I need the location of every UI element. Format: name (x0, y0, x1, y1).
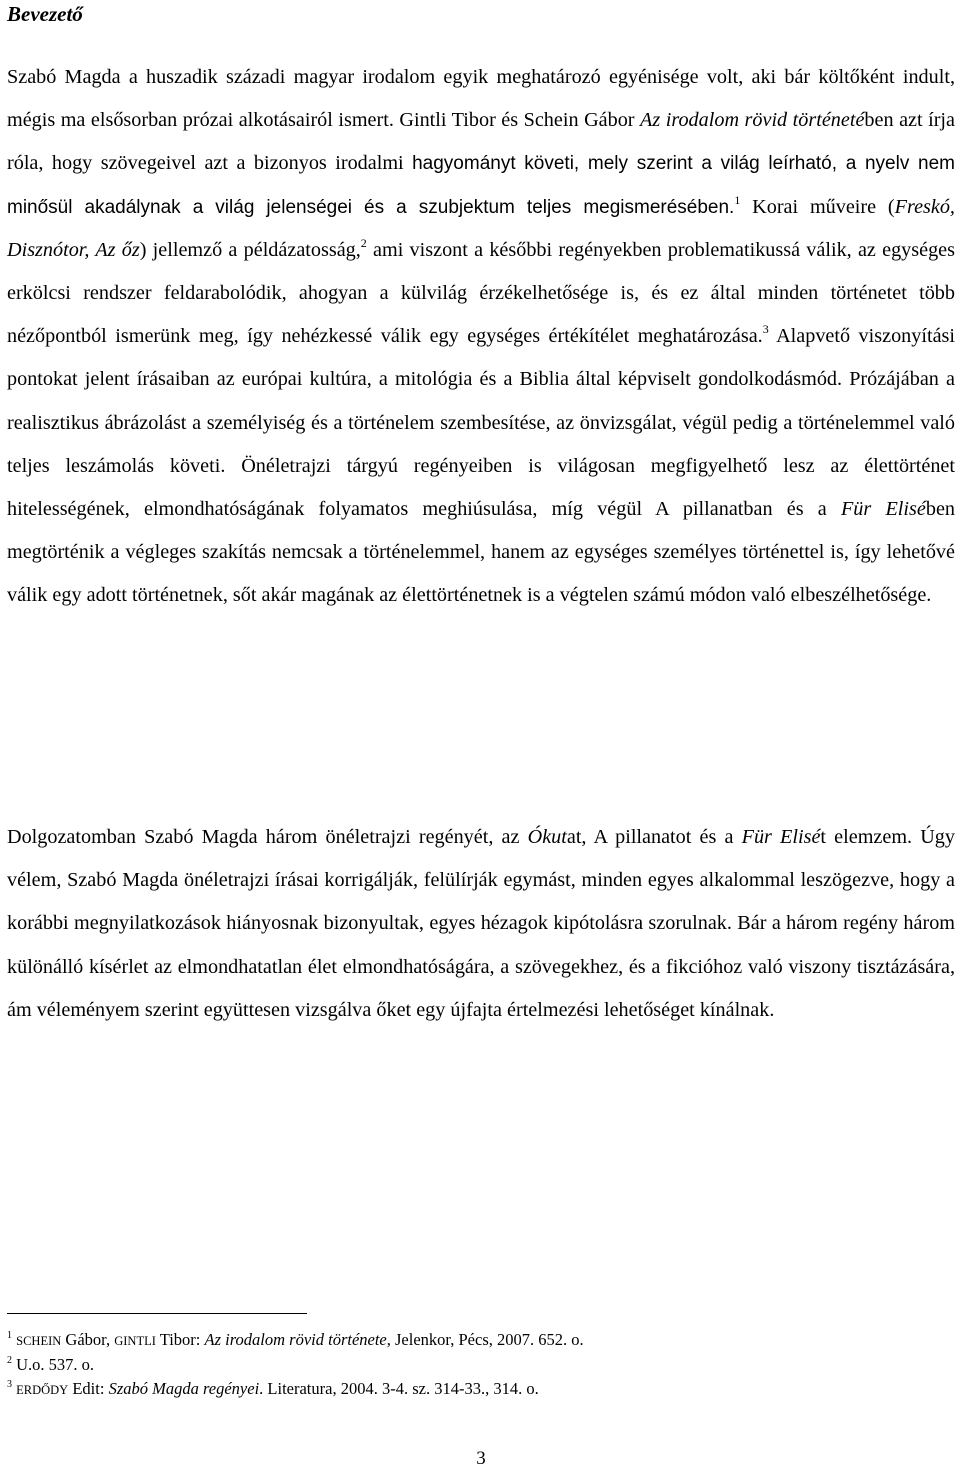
italic-titles: Freskó, Disznótor, Az őz (7, 195, 955, 261)
footnote-ref-3[interactable]: 3 (762, 322, 769, 337)
text-run: ami viszont a későbbi regényekben problematikussá válik, az egységes erkölcsi rendszer feldarabolódik, ahogyan a külvilág érzékelhetősége is, és ez által minden történetet több nézőpontból ismerünk meg, így nehézkessé válik egy egységes értékítélet meghatározása. (7, 238, 955, 348)
text-run: Dolgozatomban Szabó Magda három önéletrajzi regényét, az (7, 826, 528, 848)
paragraph-thesis (7, 816, 955, 1032)
italic-title: Ókut (527, 826, 567, 848)
footnote-text (16, 1379, 539, 1398)
footnote-number: 1 (7, 1330, 12, 1341)
footnote-number: 3 (7, 1379, 12, 1390)
footnote-3 (7, 1377, 955, 1402)
footnote-text (16, 1330, 584, 1349)
italic-title: Az irodalom rövid történeté (640, 109, 865, 132)
author-surname: SCHEIN (16, 1334, 62, 1348)
footnote-ref-1[interactable]: 1 (734, 192, 741, 207)
footnotes (7, 1328, 955, 1402)
footnote-2 (7, 1353, 955, 1377)
text-run: ben megtörténik a végleges szakítás nemcsak a történelemmel, hanem az egységes személyes történettel is, így lehetővé válik egy adott történetnek, sőt akár magának az élettörténetnek is a végtelen számú módon való elbeszélhetősége. (7, 498, 955, 607)
cited-title: Szabó Magda regényei (108, 1379, 260, 1398)
author-surname: ERDŐDY (16, 1383, 69, 1397)
text-run: at, A pillanatot és a (566, 826, 742, 848)
footnote-run: Edit: (68, 1379, 109, 1398)
section-heading: Bevezető (7, 2, 83, 26)
text-run: Szabó Magda a huszadik századi magyar irodalom egyik meghatározó egyénisége volt, aki bár költőként indult, mégis ma elsősorban prózai alkotásairól ismert. Gintli Tibor és Schein Gábor (7, 66, 955, 132)
footnote-run: Tibor: (155, 1330, 205, 1349)
page-number: 3 (476, 1448, 486, 1469)
footnote-1 (7, 1328, 955, 1353)
paragraph-intro (7, 56, 955, 618)
text-run: ben azt írja róla, hogy szövegeivel azt a bizonyos irodalmi (7, 109, 956, 175)
footnote-run: , Jelenkor, Pécs, 2007. 652. o. (386, 1330, 584, 1349)
footnote-run: Gábor, (61, 1330, 115, 1349)
text-run: t elemzem. Úgy vélem, Szabó Magda önéletrajzi írásai korrigálják, felülírják egymást, minden egyes alkalommal leszögezve, hogy a korábbi megnyilatkozások hiányosnak bizonyultak, egyes hézagok kipótolásra szorulnak. Bár a három regény három különálló kísérlet az elmondhatatlan élet elmondhatóságára, a szövegekhez, és a fikcióhoz való viszony tisztázására, ám véleményem szerint együttesen vizsgálva őket egy újfajta értelmezési lehetőséget kínálnak. (7, 826, 955, 1021)
text-run-sans: hagyományt követi, mely szerint a világ leírható, a nyelv nem minősül akadálynak a világ jelenségei és a szubjektum teljes megismerésében. (7, 153, 955, 218)
text-run: Alapvető viszonyítási pontokat jelent írásaiban az európai kultúra, a mitológia és a Biblia által képviselt gondolkodásmód. Prózájában a realisztikus ábrázolást a személyiség és a történelem szembesítése, az önvizsgálat, végül pedig a történelemmel való teljes leszámolás követi. Önéletrajzi tárgyú regényeiben is világosan megfigyelhető lesz az élettörténet hitelességének, elmondhatóságának folyamatos meghiúsulása, míg végül A pillanatban és a (7, 325, 956, 521)
text-run: Korai műveire ( (740, 195, 895, 218)
author-surname: GINTLI (114, 1334, 156, 1348)
footnote-separator (7, 1313, 307, 1314)
italic-title: Für Elisé (741, 826, 821, 848)
italic-title: Für Elisé (840, 498, 926, 521)
cited-title: Az irodalom rövid története (204, 1330, 387, 1349)
footnote-ref-2[interactable]: 2 (360, 235, 367, 250)
text-run: ) jellemző a példázatosság, (139, 238, 361, 261)
footnote-text: U.o. 537. o. (12, 1355, 95, 1374)
footnote-number: 2 (7, 1355, 12, 1366)
footnote-run: . Literatura, 2004. 3-4. sz. 314-33., 314. o. (259, 1379, 539, 1398)
